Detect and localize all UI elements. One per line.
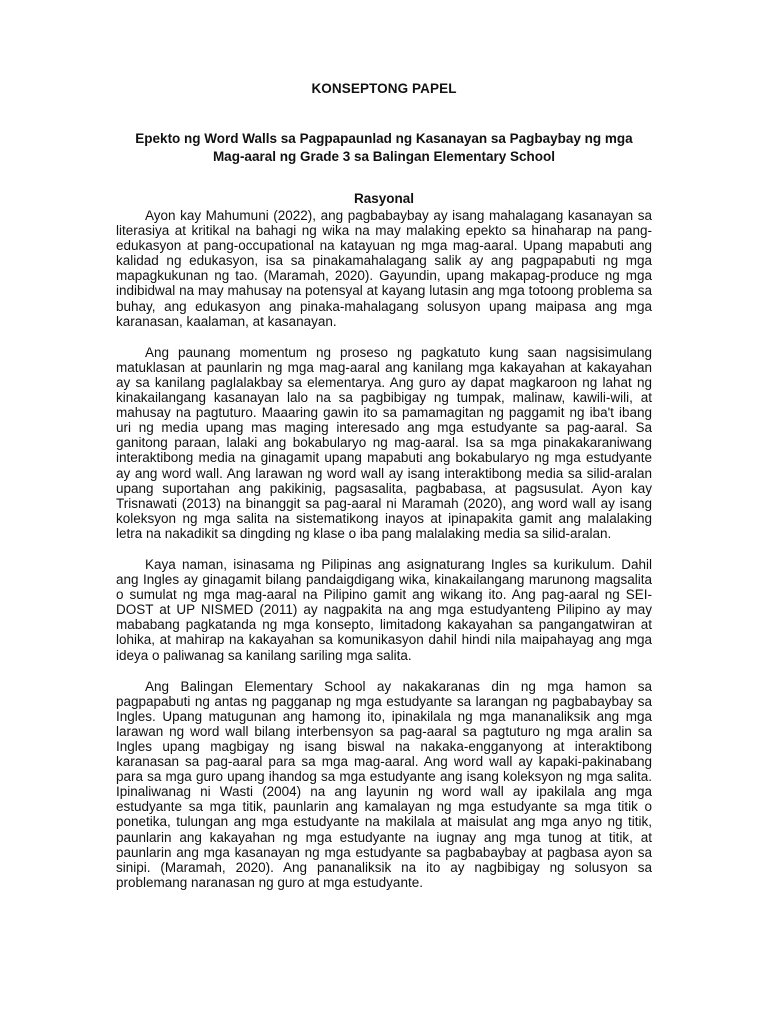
body-text bbox=[116, 208, 652, 890]
document-page bbox=[116, 80, 652, 890]
paragraph-1: Ayon kay Mahumuni (2022), ang pagbabaybay ay isang mahalagang kasanayan sa literasiya at kritikal na bahagi ng wika na may malaking epekto sa hinaharap na pang-edukasyon at pang-occupational na katayuan ng mga mag-aaral. Upang mapabuti ang kalidad ng edukasyon, isa sa pinakamahalagang salik ay ang pagpapabuti ng mga mapagkukunan ng tao. (Maramah, 2020). Gayundin, upang makapag-produce ng mga indibidwal na may mahusay na potensyal at kayang lutasin ang mga totoong problema sa buhay, ang edukasyon ang pinaka-mahalagang solusyon upang maipasa ang mga karanasan, kaalaman, at kasanayan. bbox=[116, 208, 652, 329]
paragraph-2: Ang paunang momentum ng proseso ng pagkatuto kung saan nagsisimulang matuklasan at paunlarin ng mga mag-aaral ang kanilang mga kakayahan at kakayahan ay sa kanilang paglalakbay sa elementarya. Ang guro ay dapat magkaroon ng lahat ng kinakailangang kasanayan lalo na sa pagbibigay ng tumpak, malinaw, kawili-wili, at mahusay na pagtuturo. Maaaring gawin ito sa pamamagitan ng paggamit ng iba't ibang uri ng media upang mas maging interesado ang mga estudyante sa pag-aaral. Sa ganitong paraan, lalaki ang bokabularyo ng mag-aaral. Isa sa mga pinakakaraniwang interaktibong media na ginagamit upang mapabuti ang bokabularyo ng mga estudyante ay ang word wall. Ang larawan ng word wall ay isang interaktibong media sa silid-aralan upang suportahan ang pakikinig, pagsasalita, pagbabasa, at pagsusulat. Ayon kay Trisnawati (2013) na binanggit sa pag-aaral ni Maramah (2020), ang word wall ay isang koleksyon ng mga salita na sistematikong inayos at ipinapakita gamit ang malalaking letra na nakadikit sa dingding ng klase o iba pang malalaking media sa silid-aralan. bbox=[116, 344, 652, 541]
document-subtitle bbox=[116, 130, 652, 166]
paragraph-3: Kaya naman, isinasama ng Pilipinas ang asignaturang Ingles sa kurikulum. Dahil ang Ingles ay ginagamit bilang pandaigdigang wika, kinakailangang marunong magsalita o sumulat ng mga mag-aaral na Pilipino gamit ang wikang ito. Ang pag-aaral ng SEI-DOST at UP NISMED (2011) ay nagpakita na ang mga estudyanteng Pilipino ay may mababang pagkatanda ng mga konsepto, limitadong kakayahan sa pangangatwiran at lohika, at mahirap na kakayahan sa komunikasyon dahil hindi nila maipahayag ang mga ideya o paliwanag sa kanilang sariling mga salita. bbox=[116, 556, 652, 663]
subtitle-line-2: Mag-aaral ng Grade 3 sa Balingan Elementary School bbox=[212, 149, 556, 164]
section-heading-rasyonal: Rasyonal bbox=[353, 191, 415, 206]
document-title: KONSEPTONG PAPEL bbox=[311, 81, 457, 96]
paragraph-4: Ang Balingan Elementary School ay nakakaranas din ng mga hamon sa pagpapabuti ng antas ng pagganap ng mga estudyante sa larangan ng pagbabaybay sa Ingles. Upang matugunan ang hamong ito, ipinakilala ng mga mananaliksik ang mga larawan ng word wall bilang interbensyon sa pag-aaral sa pagtuturo ng mga aralin sa Ingles upang magbigay ng isang biswal na nakaka-engganyong at interaktibong karanasan sa pag-aaral para sa mga mag-aaral. Ang word wall ay kapaki-pakinabang para sa mga guro upang ihandog sa mga estudyante ang isang koleksyon ng mga salita. Ipinaliwanag ni Wasti (2004) na ang layunin ng word wall ay ipakilala ang mga estudyante sa mga titik, paunlarin ang kamalayan ng mga estudyante sa mga titik o ponetika, tulungan ang mga estudyante na makilala at maisulat ang mga anyo ng titik, paunlarin ang kakayahan ng mga estudyante na iugnay ang mga tunog at titik, at paunlarin ang mga kasanayan ng mga estudyante sa pagbabaybay at pagbasa ayon sa sinipi. (Maramah, 2020). Ang pananaliksik na ito ay nagbibigay ng solusyon sa problemang naranasan ng guro at mga estudyante. bbox=[116, 678, 652, 890]
subtitle-line-1: Epekto ng Word Walls sa Pagpapaunlad ng Kasanayan sa Pagbaybay ng mga bbox=[135, 131, 633, 146]
